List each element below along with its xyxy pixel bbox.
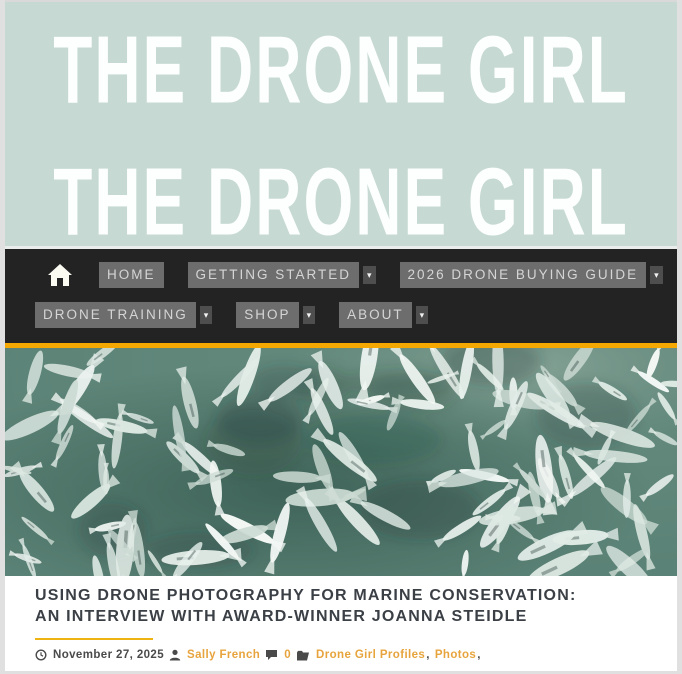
- main-nav: [5, 249, 677, 343]
- post-title: USING DRONE PHOTOGRAPHY FOR MARINE CONSERVATION: AN INTERVIEW WITH AWARD-WINNER JOANNA STEIDLE: [35, 587, 577, 625]
- post-date: November 27, 2025: [53, 649, 165, 661]
- post-header: [5, 576, 677, 671]
- chevron-down-icon[interactable]: ▾: [363, 266, 376, 284]
- title-underline: [35, 638, 153, 640]
- category-separator: ,: [426, 649, 430, 661]
- nav-item-about[interactable]: [339, 302, 428, 328]
- comments-count-link[interactable]: 0: [284, 649, 292, 661]
- chevron-down-icon[interactable]: ▾: [416, 306, 429, 324]
- nav-item-label: GETTING STARTED: [188, 262, 360, 288]
- nav-item-shop[interactable]: [236, 302, 315, 328]
- site-header: [5, 2, 677, 246]
- author-icon: [169, 649, 181, 661]
- nav-item-label: DRONE TRAINING: [35, 302, 196, 328]
- category-separator: ,: [477, 649, 481, 661]
- comments-icon: [265, 649, 278, 661]
- site-logo[interactable]: THE DRONE GIRL: [53, 15, 629, 124]
- post-meta: [35, 649, 647, 661]
- author-link[interactable]: Sally French: [187, 649, 261, 661]
- nav-item-getting-started[interactable]: [188, 262, 376, 288]
- clock-icon: [35, 649, 47, 661]
- nav-home-link[interactable]: [47, 263, 73, 287]
- nav-item-home[interactable]: [99, 262, 164, 288]
- home-icon: [47, 263, 73, 287]
- page-container: [5, 0, 677, 671]
- nav-item-drone-training[interactable]: [35, 302, 212, 328]
- chevron-down-icon[interactable]: ▾: [650, 266, 663, 284]
- nav-item-label: HOME: [99, 262, 164, 288]
- chevron-down-icon[interactable]: ▾: [200, 306, 213, 324]
- nav-item-label: ABOUT: [339, 302, 412, 328]
- category-link[interactable]: Photos: [434, 649, 477, 661]
- nav-item-2026-drone-buying-guide[interactable]: [400, 262, 663, 288]
- site-logo-duplicate[interactable]: THE DRONE GIRL: [53, 147, 629, 246]
- nav-item-label: 2026 DRONE BUYING GUIDE: [400, 262, 647, 288]
- chevron-down-icon[interactable]: ▾: [303, 306, 316, 324]
- category-folder-icon: [296, 650, 310, 661]
- nav-item-label: SHOP: [236, 302, 298, 328]
- category-link[interactable]: Drone Girl Profiles: [316, 649, 426, 661]
- hero-image: [5, 348, 677, 576]
